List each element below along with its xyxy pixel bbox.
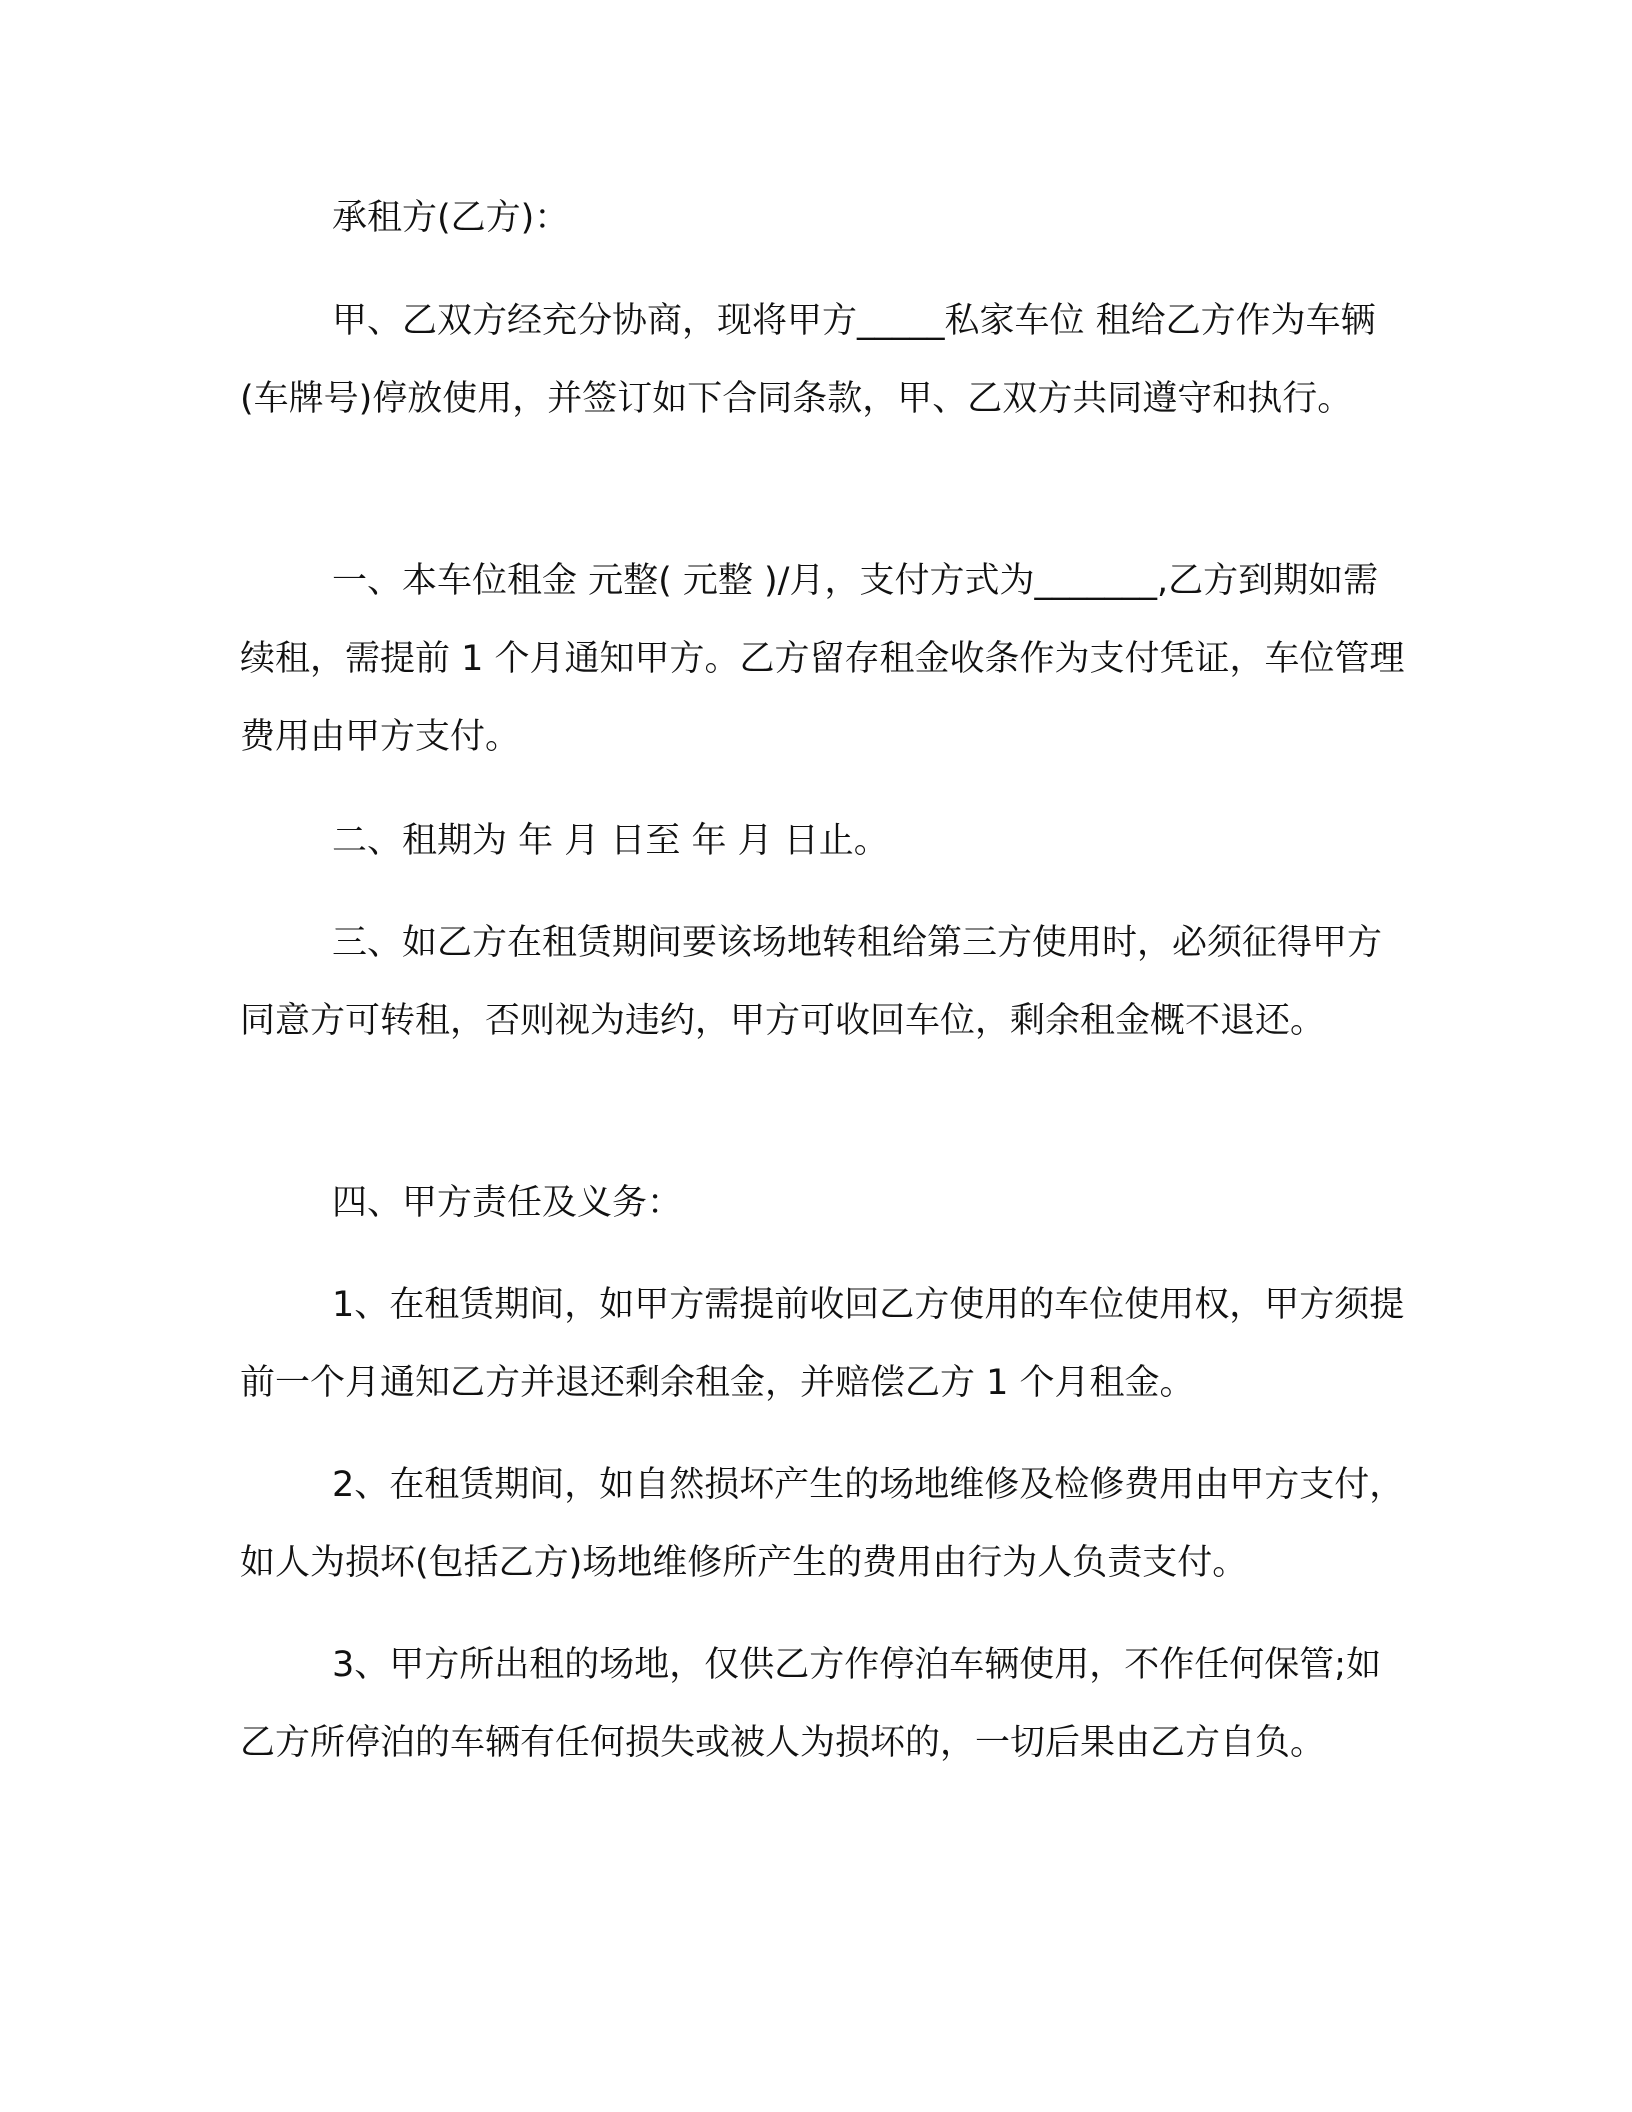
clause-4-item-3: 3、甲方所出租的场地，仅供乙方作停泊车辆使用，不作任何保管;如乙方所停泊的车辆有任何损失或被人为损坏的，一切后果由乙方自负。 [240, 1645, 1382, 1763]
clause-3-sublease: 三、如乙方在租赁期间要该场地转租给第三方使用时，必须征得甲方同意方可转租，否则视为违约，甲方可收回车位，剩余租金概不退还。 [240, 923, 1383, 1041]
paragraph-intro: 甲、乙双方经充分协商，现将甲方_____私家车位 租给乙方作为车辆(车牌号)停放使用，并签订如下合同条款，甲、乙双方共同遵守和执行。 [240, 301, 1376, 419]
clause-4-item-2: 2、在租赁期间，如自然损坏产生的场地维修及检修费用由甲方支付，如人为损坏(包括乙方)场地维修所产生的费用由行为人负责支付。 [240, 1465, 1405, 1583]
clause-1-rent: 一、本车位租金 元整( 元整 )/月，支付方式为_______,乙方到期如需续租，需提前 1 个月通知甲方。乙方留存租金收条作为支付凭证，车位管理费用由甲方支付。 [240, 561, 1405, 757]
lessee-line: 承租方(乙方)： [332, 198, 570, 238]
clause-2-term: 二、租期为 年 月 日至 年 月 日止。 [332, 821, 889, 861]
clause-4-heading: 四、甲方责任及义务： [332, 1183, 683, 1223]
clause-4-item-1: 1、在租赁期间，如甲方需提前收回乙方使用的车位使用权，甲方须提前一个月通知乙方并退还剩余租金，并赔偿乙方 1 个月租金。 [240, 1285, 1405, 1403]
